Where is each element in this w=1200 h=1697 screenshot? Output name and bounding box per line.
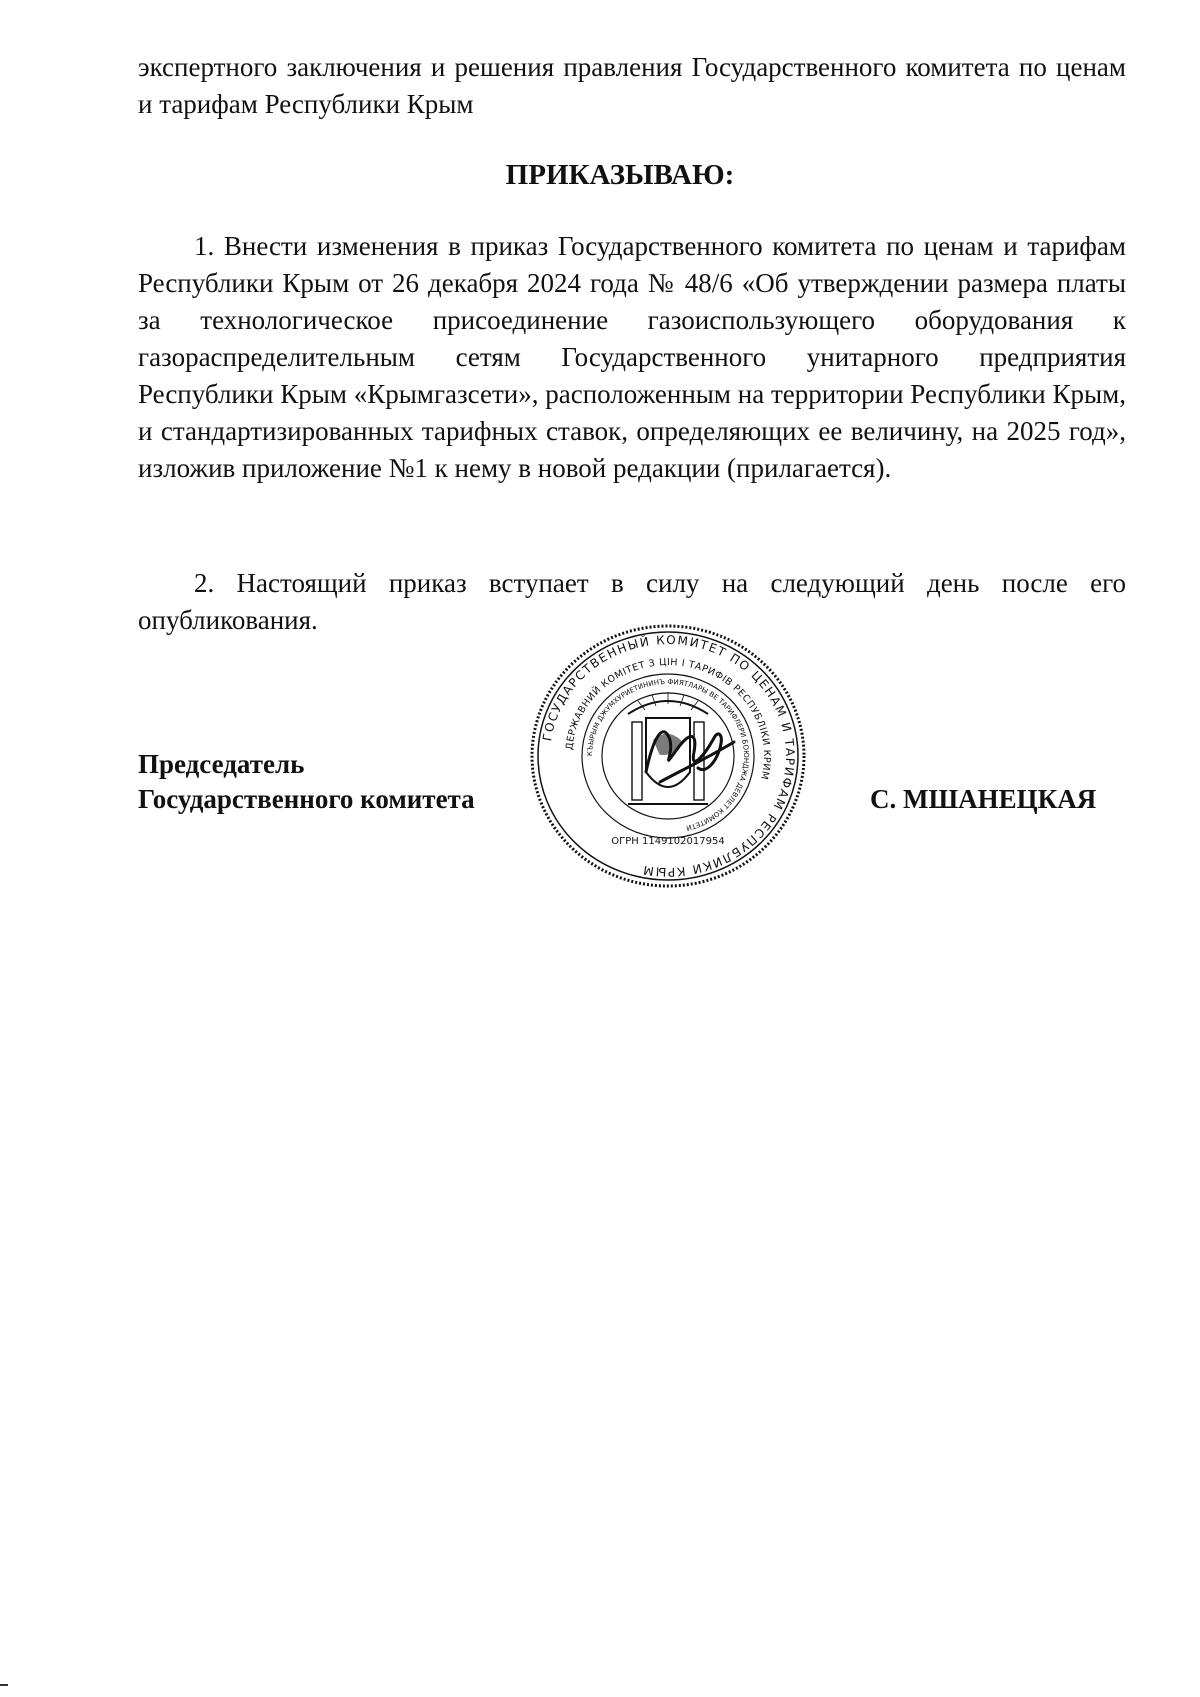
signer-title-line2: Государственного комитета: [138, 784, 475, 814]
margin-mark: [0, 1684, 8, 1686]
seal-ogrn-text: ОГРН 1149102017954: [611, 836, 725, 847]
order-heading: ПРИКАЗЫВАЮ:: [505, 159, 735, 191]
signer-title-line1: Председатель: [138, 749, 305, 779]
signer-title: [138, 747, 475, 817]
seal-outer-text: ГОСУДАРСТВЕННЫЙ КОМИТЕТ ПО ЦЕНАМ И ТАРИФАМ РЕСПУБЛИКИ КРЫМ: [540, 632, 798, 880]
signer-name: С. МШАНЕЦКАЯ: [870, 784, 1097, 814]
intro-paragraph: экспертного заключения и решения правления Государственного комитета по ценам и тарифам Республики Крым: [138, 52, 1126, 119]
official-seal: [528, 622, 808, 890]
order-item-1: 1. Внести изменения в приказ Государственного комитета по ценам и тарифам Республики Крым от 26 декабря 2024 года № 48/6 «Об утверждении размера платы за технологическое присоединение газоиспользующего оборудования к газораспределительным сетям Государственного унитарного предприятия Республики Крым «Крымгазсети», расположенным на территории Республики Крым, и стандартизированных тарифных ставок, определяющих ее величину, на 2025 год», изложив приложение №1 к нему в новой редакции (прилагается).: [138, 231, 1126, 483]
seal-middle-text: ДЕРЖАВНИЙ КОМІТЕТ З ЦІН І ТАРИФІВ РЕСПУБЛІКИ КРИМ: [564, 656, 773, 781]
order-item-2: 2. Настоящий приказ вступает в силу на следующий день после его опубликования.: [138, 568, 1126, 635]
seal-inner-text: КЪЫРЫМ ДЖУМХУРИЕТИНИНЪ ФИЯТЛАРЫ ВЕ ТАРИФЛЕРИ БОЮНДЖА ДЕВЛЕТ КОМИТЕТИ: [585, 677, 751, 832]
